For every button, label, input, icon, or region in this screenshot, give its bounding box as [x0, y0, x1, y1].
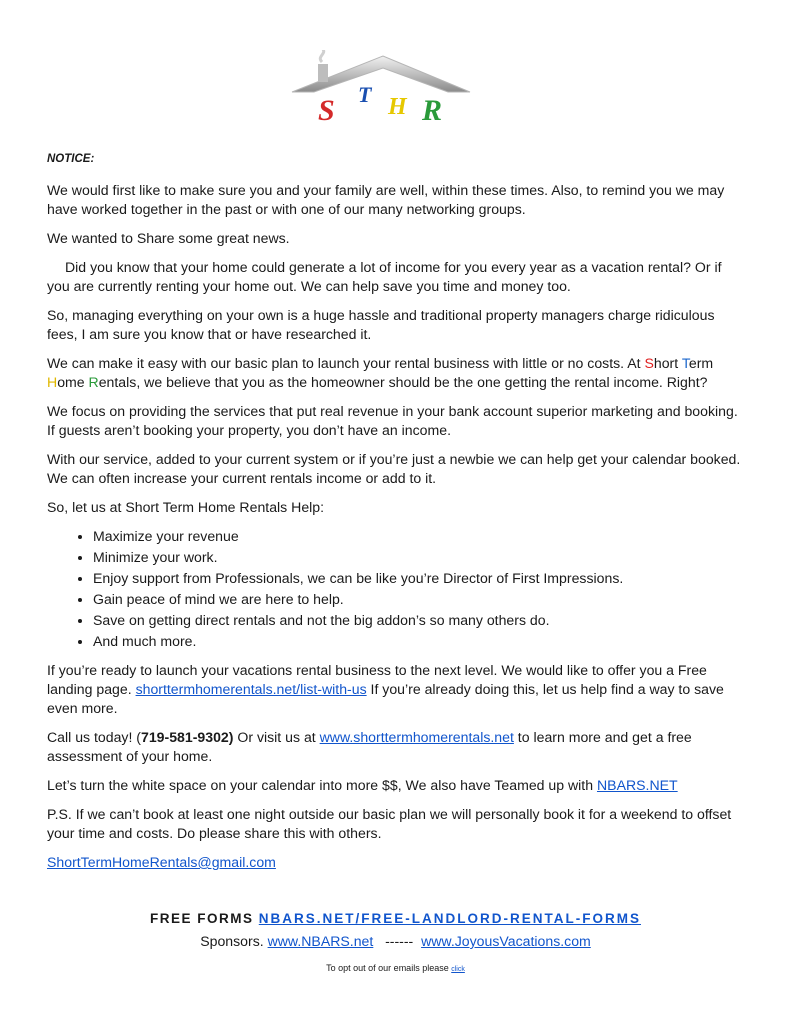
svg-text:T: T [358, 82, 372, 107]
sponsors-separator: ------ [373, 933, 422, 949]
website-link[interactable]: www.shorttermhomerentals.net [319, 729, 514, 745]
opt-out-link[interactable]: click [451, 966, 465, 973]
call-text: Call us today! ( [47, 729, 141, 745]
list-item: • Maximize your revenue [93, 527, 747, 546]
brand-initial-t: T [681, 355, 689, 371]
brand-word-home: ome [57, 374, 89, 390]
free-forms-label: FREE FORMS [150, 911, 259, 926]
sponsor-nbars-link[interactable]: www.NBARS.net [267, 933, 374, 949]
phone-number: 719-581-9302) [141, 729, 234, 745]
list-item: • Gain peace of mind we are here to help. [93, 590, 747, 609]
teamed-paragraph [47, 776, 747, 795]
visit-text: Or visit us at [233, 729, 320, 745]
brand-initial-s: S [644, 355, 654, 371]
brand-word-term: erm [688, 355, 714, 371]
income-paragraph: Did you know that your home could generate a lot of income for you every year as a vacation rental? Or if you are currently renting your home out. We can help save you time and money too. [47, 259, 722, 294]
svg-text:H: H [388, 94, 407, 120]
notice-heading: NOTICE: [47, 153, 95, 165]
basic-plan-text-end: , we believe that you as the homeowner should be the one getting the rental income. Right? [136, 374, 708, 390]
intro-paragraph: We would first like to make sure you and your family are well, within these times. Also, to remind you we may have worked together in the past or with one of our many networking groups. [47, 182, 725, 217]
sponsors-label: Sponsors. [200, 933, 268, 949]
landing-page-text-end: If you’re already doing this, let us help find a way to save even more. [47, 681, 724, 716]
sponsor-joyous-link[interactable]: www.JoyousVacations.com [421, 933, 591, 949]
landing-page-text: If you’re ready to launch your vacations rental business to the next level. We would like to offer you a Free landing page. [47, 662, 707, 697]
list-item: • Minimize your work. [93, 548, 747, 567]
brand-word-short: hort [653, 355, 682, 371]
basic-plan-text: We can make it easy with our basic plan to launch your rental business with little or no costs. At [47, 355, 645, 371]
list-item: • Enjoy support from Professionals, we can be like you’re Director of First Impressions. [93, 569, 747, 588]
opt-out-line [0, 963, 791, 973]
fees-paragraph: So, managing everything on your own is a huge hassle and traditional property managers charge ridiculous fees, I am sure you know that or have researched it. [47, 307, 715, 342]
help-intro: So, let us at Short Term Home Rentals Help: [47, 499, 325, 515]
assessment-text: to learn more and get a free assessment of your home. [47, 729, 692, 764]
nbars-link[interactable]: NBARS.NET [596, 777, 678, 793]
services-paragraph: We focus on providing the services that put real revenue in your bank account superior marketing and booking. If guests aren’t booking your property, you don’t have an income. [47, 403, 738, 438]
call-paragraph [47, 728, 747, 766]
landing-page-paragraph [47, 661, 747, 718]
svg-text:R: R [422, 94, 443, 127]
brand-initial-h: H [47, 374, 58, 390]
list-item: • Save on getting direct rentals and not the big addon’s so many others do. [93, 611, 747, 630]
free-forms-line [0, 911, 791, 926]
benefits-list [47, 527, 747, 651]
letter-body [47, 150, 747, 882]
news-paragraph: We wanted to Share some great news. [47, 230, 290, 246]
teamed-text: Let’s turn the white space on your calendar into more $$, We also have Teamed up with [47, 777, 597, 793]
opt-out-text: To opt out of our emails please [326, 963, 452, 973]
email-paragraph [47, 853, 747, 872]
brand-initial-r: R [88, 374, 99, 390]
brand-word-rentals: entals [98, 374, 137, 390]
free-forms-link[interactable]: NBARS.NET/FREE-LANDLORD-RENTAL-FORMS [258, 911, 641, 926]
sthr-logo [288, 50, 474, 130]
list-with-us-link[interactable]: shorttermhomerentals.net/list-with-us [135, 681, 367, 697]
sponsors-line [0, 933, 791, 949]
basic-plan-paragraph [47, 354, 747, 392]
ps-paragraph: P.S. If we can’t book at least one night outside our basic plan we will personally book it for a weekend to offset your time and costs. Do please share this with others. [47, 806, 732, 841]
list-item: • And much more. [93, 632, 747, 651]
svg-text:S: S [318, 94, 335, 127]
calendar-paragraph: With our service, added to your current system or if you’re just a newbie we can help get your calendar booked. We can often increase your current rentals income or add to it. [47, 451, 741, 486]
email-link[interactable]: ShortTermHomeRentals@gmail.com [47, 854, 276, 870]
